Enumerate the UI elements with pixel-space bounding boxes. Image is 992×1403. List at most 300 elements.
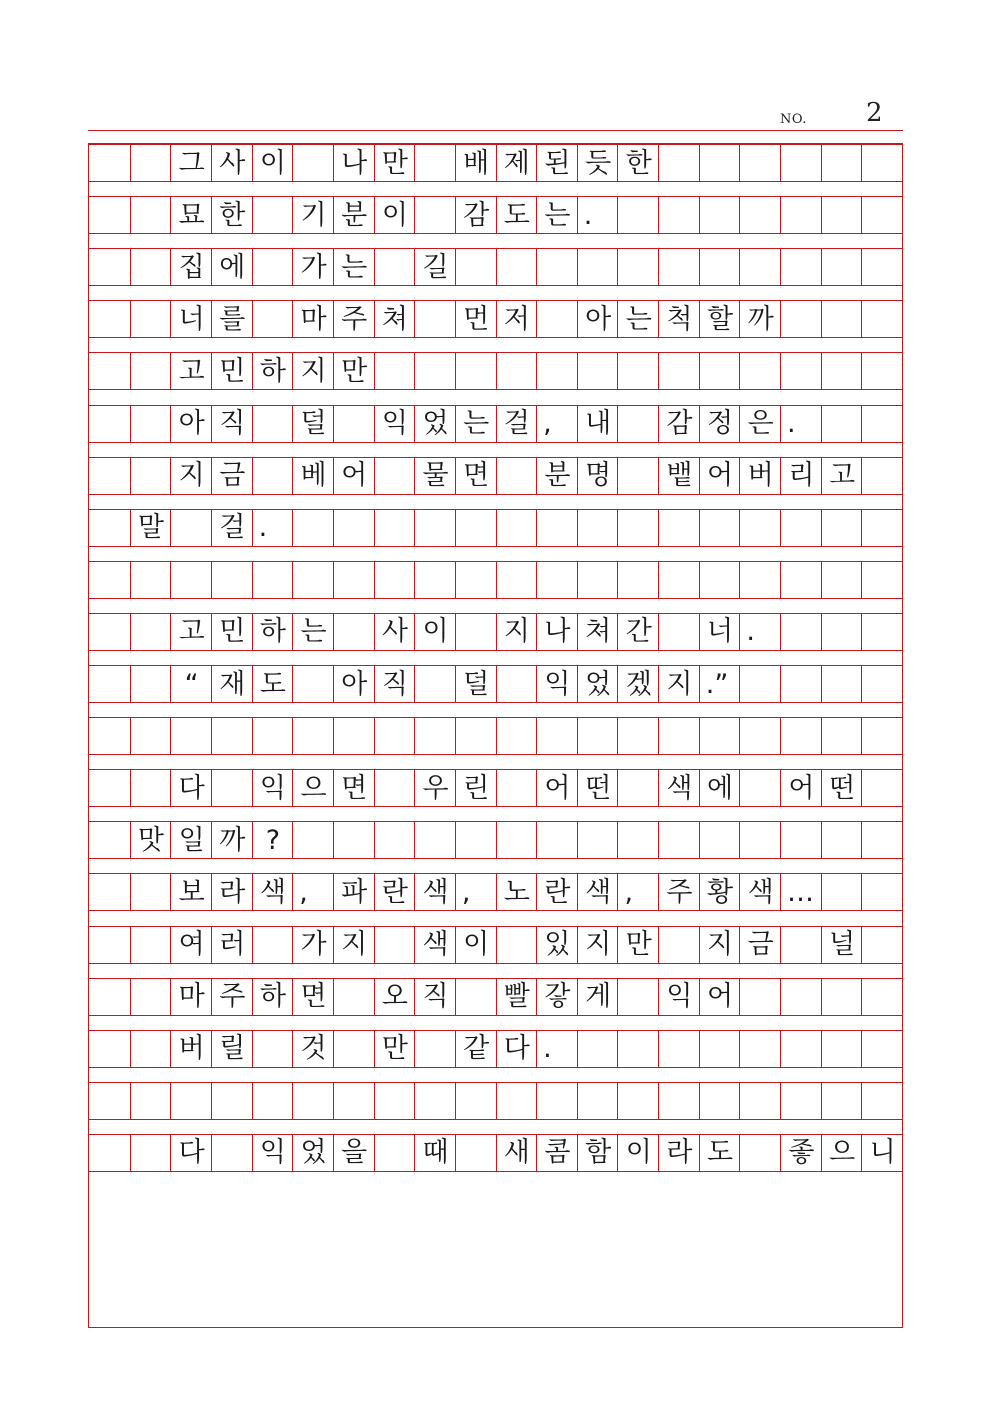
grid-cell — [374, 717, 416, 755]
grid-cell — [89, 769, 130, 807]
grid-cell: 있 — [536, 926, 578, 964]
grid-cell — [292, 821, 334, 859]
grid-cell: . — [252, 509, 293, 547]
grid-cell — [374, 561, 416, 599]
grid-cell: 면 — [455, 457, 497, 495]
grid-cell — [170, 509, 212, 547]
grid-cell: 마 — [292, 300, 334, 338]
grid-cell — [780, 1082, 822, 1120]
grid-cell: 듯 — [577, 144, 619, 182]
grid-cell — [252, 561, 294, 599]
grid-cell — [89, 352, 130, 390]
grid-cell — [617, 821, 659, 859]
grid-cell — [821, 561, 863, 599]
grid-cell: 주 — [211, 978, 253, 1016]
grid-cell: “ — [170, 665, 212, 703]
grid-cell — [89, 717, 130, 755]
grid-cell: 사 — [211, 144, 253, 182]
grid-cell — [374, 248, 416, 286]
page-number-label: NO. — [780, 112, 807, 127]
grid-cell — [292, 509, 334, 547]
grid-cell — [617, 1030, 659, 1068]
grid-cell — [739, 144, 781, 182]
grid-cell — [455, 352, 497, 390]
grid-cell: 었 — [292, 1134, 334, 1172]
grid-cell: 어 — [780, 769, 822, 807]
grid-cell — [536, 509, 578, 547]
grid-row — [89, 1030, 902, 1068]
grid-cell — [617, 196, 659, 234]
grid-cell: 덜 — [455, 665, 497, 703]
grid-cell: 면 — [292, 978, 334, 1016]
grid-cell — [496, 665, 538, 703]
grid-cell — [739, 665, 781, 703]
grid-cell — [89, 144, 130, 182]
grid-cell: 익 — [252, 1134, 294, 1172]
grid-cell: 익 — [252, 769, 294, 807]
grid-cell — [292, 717, 334, 755]
grid-cell — [739, 978, 781, 1016]
grid-cell: 지 — [699, 926, 741, 964]
grid-cell — [130, 248, 172, 286]
grid-cell — [821, 613, 863, 651]
grid-cell — [130, 196, 172, 234]
grid-cell — [739, 769, 781, 807]
grid-cell: 익 — [658, 978, 700, 1016]
grid-cell — [699, 1082, 741, 1120]
grid-cell — [536, 717, 578, 755]
grid-row — [89, 457, 902, 495]
grid-cell — [333, 613, 375, 651]
grid-cell: 베 — [292, 457, 334, 495]
grid-cell: 쳐 — [577, 613, 619, 651]
grid-cell — [130, 457, 172, 495]
grid-cell — [658, 926, 700, 964]
grid-cell: 재 — [211, 665, 253, 703]
grid-cell — [455, 978, 497, 1016]
grid-cell: 내 — [577, 405, 619, 443]
grid-cell — [577, 509, 619, 547]
grid-row — [89, 821, 902, 859]
grid-cell: 분 — [333, 196, 375, 234]
grid-cell: 노 — [496, 873, 538, 911]
grid-cell — [780, 352, 822, 390]
grid-cell: 묘 — [170, 196, 212, 234]
grid-cell — [252, 196, 294, 234]
grid-cell — [861, 405, 903, 443]
grid-cell — [496, 769, 538, 807]
grid-cell — [414, 1082, 456, 1120]
grid-cell — [496, 248, 538, 286]
grid-cell — [333, 821, 375, 859]
grid-cell: 라 — [211, 873, 253, 911]
grid-cell — [739, 196, 781, 234]
grid-cell — [89, 926, 130, 964]
grid-cell — [455, 717, 497, 755]
grid-cell — [699, 144, 741, 182]
grid-cell — [252, 1030, 294, 1068]
grid-cell: 러 — [211, 926, 253, 964]
grid-row — [89, 613, 902, 651]
grid-cell: 콤 — [536, 1134, 578, 1172]
grid-cell — [455, 561, 497, 599]
grid-cell: 일 — [170, 821, 212, 859]
grid-cell — [374, 457, 416, 495]
grid-cell — [617, 1082, 659, 1120]
grid-cell: 오 — [374, 978, 416, 1016]
grid-cell: 직 — [374, 665, 416, 703]
grid-cell: 저 — [496, 300, 538, 338]
grid-cell: 니 — [861, 1134, 903, 1172]
grid-cell — [89, 978, 130, 1016]
grid-cell — [861, 352, 903, 390]
grid-cell — [617, 978, 659, 1016]
grid-cell — [577, 1082, 619, 1120]
grid-cell: 제 — [496, 144, 538, 182]
grid-cell — [617, 509, 659, 547]
grid-cell — [292, 144, 334, 182]
grid-cell: 하 — [252, 978, 294, 1016]
grid-cell — [861, 457, 903, 495]
grid-cell — [496, 509, 538, 547]
grid-cell: .” — [699, 665, 740, 703]
grid-cell: 색 — [414, 873, 456, 911]
grid-cell — [414, 300, 456, 338]
grid-cell — [861, 717, 903, 755]
grid-cell: 만 — [333, 352, 375, 390]
grid-cell — [780, 821, 822, 859]
grid-row — [89, 717, 902, 755]
grid-cell: 황 — [699, 873, 741, 911]
grid-cell — [374, 352, 416, 390]
grid-cell: 지 — [170, 457, 212, 495]
grid-cell: 같 — [455, 1030, 497, 1068]
grid-cell — [414, 196, 456, 234]
grid-cell — [211, 1134, 253, 1172]
grid-cell: , — [617, 873, 658, 911]
grid-cell: 뱉 — [658, 457, 700, 495]
grid-cell: 색 — [577, 873, 619, 911]
grid-cell: 만 — [374, 1030, 416, 1068]
grid-cell: 버 — [170, 1030, 212, 1068]
grid-cell: 길 — [414, 248, 456, 286]
grid-cell: 도 — [252, 665, 294, 703]
grid-cell: 정 — [699, 405, 741, 443]
grid-cell — [861, 561, 903, 599]
grid-cell — [780, 144, 822, 182]
grid-cell — [780, 248, 822, 286]
grid-cell: 어 — [333, 457, 375, 495]
grid-cell — [414, 144, 456, 182]
grid-cell — [861, 509, 903, 547]
grid-cell — [699, 1030, 741, 1068]
grid-cell: 다 — [170, 769, 212, 807]
grid-cell — [658, 613, 700, 651]
grid-cell — [333, 1030, 375, 1068]
grid-cell — [130, 561, 172, 599]
grid-cell: 주 — [658, 873, 700, 911]
grid-cell: 떤 — [821, 769, 863, 807]
grid-cell — [89, 821, 130, 859]
grid-cell — [739, 821, 781, 859]
grid-row — [89, 561, 902, 599]
grid-cell — [780, 509, 822, 547]
grid-cell: 는 — [292, 613, 334, 651]
grid-row — [89, 196, 902, 234]
grid-cell — [617, 769, 659, 807]
grid-row — [89, 1082, 902, 1120]
grid-cell — [130, 873, 172, 911]
grid-cell: 맛 — [130, 821, 172, 859]
grid-cell: 린 — [455, 769, 497, 807]
grid-cell — [861, 821, 903, 859]
grid-cell — [292, 665, 334, 703]
grid-cell — [89, 561, 130, 599]
grid-cell: 가 — [292, 248, 334, 286]
grid-cell: 란 — [536, 873, 578, 911]
grid-cell — [170, 717, 212, 755]
grid-cell — [821, 717, 863, 755]
grid-cell — [658, 717, 700, 755]
grid-cell — [89, 613, 130, 651]
grid-cell: 까 — [739, 300, 781, 338]
grid-cell — [861, 873, 903, 911]
grid-cell — [739, 1082, 781, 1120]
grid-cell — [861, 926, 903, 964]
grid-cell — [130, 613, 172, 651]
grid-cell — [536, 561, 578, 599]
grid-cell — [780, 978, 822, 1016]
grid-cell: 이 — [252, 144, 294, 182]
grid-cell: 고 — [170, 352, 212, 390]
grid-cell — [617, 717, 659, 755]
grid-cell — [780, 665, 822, 703]
grid-cell: , — [292, 873, 333, 911]
grid-cell — [496, 457, 538, 495]
grid-cell — [617, 457, 659, 495]
grid-cell: 감 — [658, 405, 700, 443]
grid-cell — [699, 717, 741, 755]
grid-cell — [780, 561, 822, 599]
grid-cell — [130, 1082, 172, 1120]
grid-cell: 으 — [821, 1134, 863, 1172]
grid-cell: 간 — [617, 613, 659, 651]
grid-cell — [861, 1030, 903, 1068]
grid-cell — [861, 144, 903, 182]
grid-cell: . — [577, 196, 618, 234]
grid-cell — [699, 352, 741, 390]
grid-cell — [374, 769, 416, 807]
grid-cell — [861, 769, 903, 807]
grid-cell: 이 — [617, 1134, 659, 1172]
grid-cell — [374, 926, 416, 964]
grid-cell — [292, 561, 334, 599]
grid-cell — [496, 717, 538, 755]
grid-cell: 었 — [577, 665, 619, 703]
grid-cell — [821, 665, 863, 703]
grid-cell: 배 — [455, 144, 497, 182]
grid-cell — [211, 769, 253, 807]
grid-cell: . — [536, 1030, 577, 1068]
grid-cell — [333, 978, 375, 1016]
grid-cell — [658, 821, 700, 859]
grid-cell: 어 — [699, 978, 741, 1016]
grid-cell — [536, 248, 578, 286]
grid-cell: 파 — [333, 873, 375, 911]
grid-cell — [496, 352, 538, 390]
grid-cell — [617, 561, 659, 599]
grid-cell: 말 — [130, 509, 172, 547]
grid-cell: 었 — [414, 405, 456, 443]
grid-cell: 에 — [211, 248, 253, 286]
grid-row — [89, 300, 902, 338]
grid-cell — [89, 457, 130, 495]
grid-cell: 이 — [374, 196, 416, 234]
grid-cell: 어 — [536, 769, 578, 807]
grid-cell: , — [455, 873, 496, 911]
grid-cell — [821, 248, 863, 286]
grid-cell — [455, 248, 497, 286]
grid-cell — [252, 717, 294, 755]
grid-cell — [89, 1134, 130, 1172]
grid-cell — [617, 352, 659, 390]
grid-cell — [414, 821, 456, 859]
grid-cell: 기 — [292, 196, 334, 234]
grid-cell — [821, 509, 863, 547]
grid-cell — [252, 1082, 294, 1120]
grid-cell: 는 — [617, 300, 659, 338]
grid-cell — [658, 248, 700, 286]
grid-cell — [577, 821, 619, 859]
grid-cell: . — [780, 405, 821, 443]
grid-cell — [89, 248, 130, 286]
grid-cell — [821, 300, 863, 338]
grid-cell — [821, 873, 863, 911]
grid-cell — [252, 248, 294, 286]
grid-cell: 너 — [699, 613, 741, 651]
grid-cell: 리 — [780, 457, 822, 495]
grid-cell — [699, 509, 741, 547]
grid-cell: 릴 — [211, 1030, 253, 1068]
grid-cell — [861, 248, 903, 286]
grid-cell — [333, 561, 375, 599]
grid-cell: 면 — [333, 769, 375, 807]
grid-cell — [739, 561, 781, 599]
grid-cell — [252, 405, 294, 443]
grid-cell: 버 — [739, 457, 781, 495]
grid-cell — [821, 405, 863, 443]
grid-cell: 집 — [170, 248, 212, 286]
grid-cell: 아 — [170, 405, 212, 443]
grid-cell — [333, 509, 375, 547]
grid-cell — [130, 352, 172, 390]
grid-cell — [455, 1134, 497, 1172]
grid-cell — [658, 1030, 700, 1068]
grid-cell: 나 — [536, 613, 578, 651]
grid-cell — [780, 926, 822, 964]
grid-row — [89, 926, 902, 964]
grid-cell: 아 — [333, 665, 375, 703]
grid-cell: 을 — [333, 1134, 375, 1172]
grid-cell — [861, 1082, 903, 1120]
grid-cell — [89, 300, 130, 338]
grid-cell: 지 — [658, 665, 700, 703]
grid-cell: 하 — [252, 352, 294, 390]
grid-cell: 란 — [374, 873, 416, 911]
grid-cell — [739, 248, 781, 286]
grid-cell — [252, 457, 294, 495]
grid-cell — [861, 196, 903, 234]
grid-cell: 나 — [333, 144, 375, 182]
grid-cell — [861, 613, 903, 651]
grid-cell — [130, 1030, 172, 1068]
grid-cell: 가 — [292, 926, 334, 964]
grid-cell: 도 — [699, 1134, 741, 1172]
grid-cell — [130, 300, 172, 338]
grid-cell — [374, 509, 416, 547]
grid-cell — [617, 405, 659, 443]
grid-cell: 하 — [252, 613, 294, 651]
grid-cell: 빨 — [496, 978, 538, 1016]
grid-cell — [414, 717, 456, 755]
grid-cell: 는 — [455, 405, 497, 443]
grid-cell — [374, 1134, 416, 1172]
grid-cell — [130, 405, 172, 443]
grid-cell — [414, 1030, 456, 1068]
grid-cell: 분 — [536, 457, 578, 495]
grid-cell — [739, 1030, 781, 1068]
grid-cell — [658, 144, 700, 182]
grid-cell: 감 — [455, 196, 497, 234]
grid-cell: 함 — [577, 1134, 619, 1172]
grid-cell — [780, 613, 822, 651]
grid-cell — [821, 144, 863, 182]
grid-cell: 으 — [292, 769, 334, 807]
grid-cell — [333, 1082, 375, 1120]
grid-cell: 익 — [374, 405, 416, 443]
grid-cell: 갛 — [536, 978, 578, 1016]
grid-cell: 는 — [536, 196, 578, 234]
grid-cell — [414, 561, 456, 599]
grid-cell — [252, 926, 294, 964]
grid-cell: . — [739, 613, 780, 651]
grid-cell: 색 — [252, 873, 294, 911]
grid-cell — [455, 821, 497, 859]
grid-cell — [536, 300, 578, 338]
grid-row — [89, 769, 902, 807]
grid-row — [89, 352, 902, 390]
grid-cell: ? — [252, 821, 294, 859]
grid-cell — [496, 926, 538, 964]
grid-cell — [739, 717, 781, 755]
grid-cell: 직 — [211, 405, 253, 443]
grid-cell — [292, 1082, 334, 1120]
grid-cell — [496, 561, 538, 599]
grid-cell — [130, 978, 172, 1016]
grid-cell — [414, 352, 456, 390]
grid-cell — [536, 352, 578, 390]
grid-cell: 만 — [617, 926, 659, 964]
grid-cell: 명 — [577, 457, 619, 495]
grid-cell — [577, 352, 619, 390]
grid-cell — [89, 509, 130, 547]
grid-row — [89, 1134, 902, 1172]
grid-cell: 사 — [374, 613, 416, 651]
grid-cell: 금 — [739, 926, 781, 964]
grid-cell: 떤 — [577, 769, 619, 807]
grid-cell — [130, 665, 172, 703]
grid-cell — [252, 300, 294, 338]
